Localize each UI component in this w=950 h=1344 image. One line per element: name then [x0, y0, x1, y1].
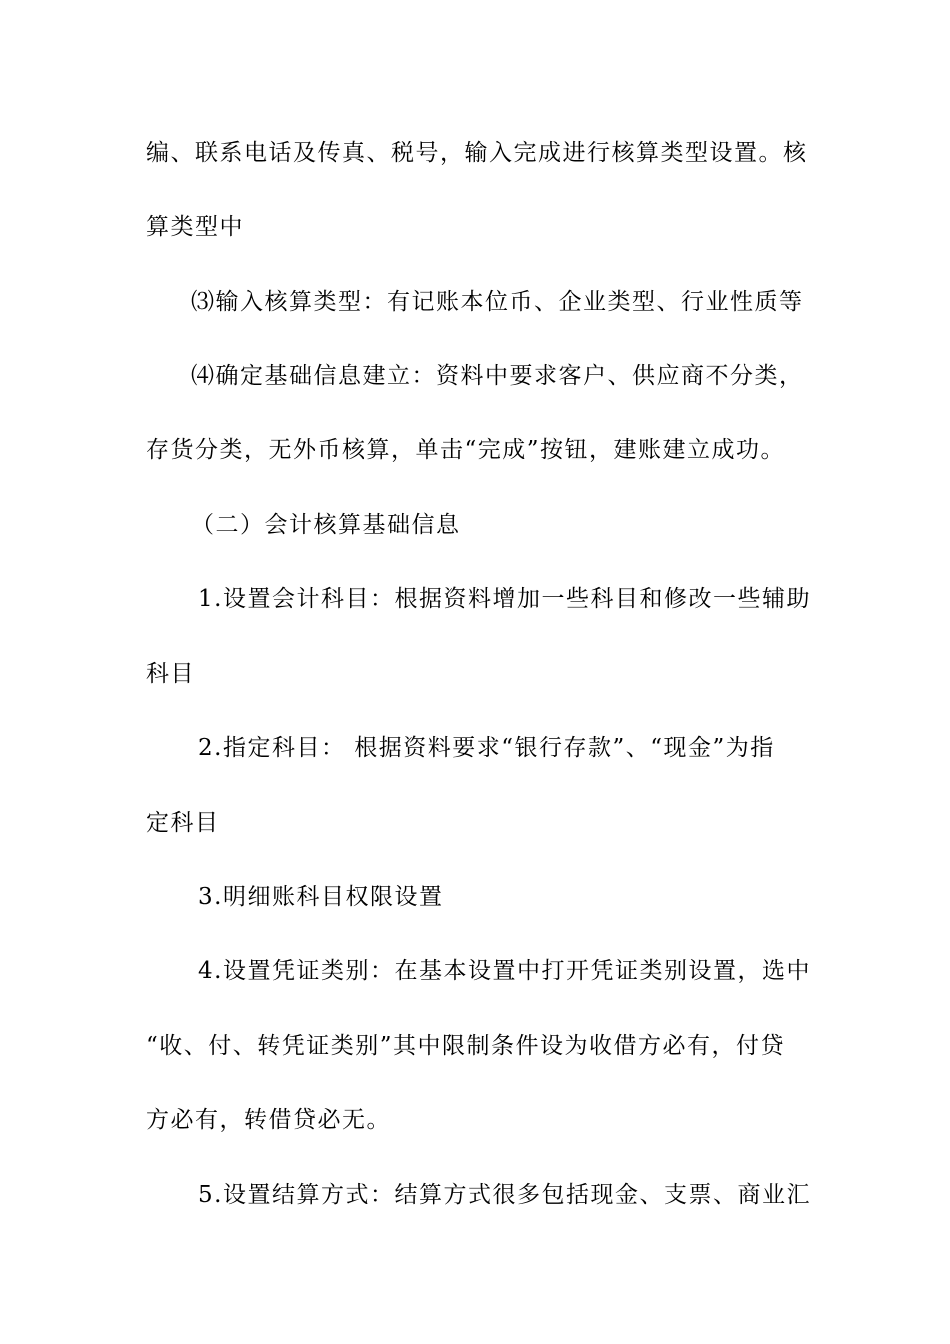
text-line-7: 1.设置会计科目：根据资料增加一些科目和修改一些辅助: [198, 586, 811, 612]
text-line-12: 4.设置凭证类别：在基本设置中打开凭证类别设置，选中: [198, 958, 811, 984]
text-line-10: 定科目: [146, 810, 220, 836]
text-line-15: 5.设置结算方式：结算方式很多包括现金、支票、商业汇: [198, 1182, 811, 1208]
text-line-9: 2.指定科目： 根据资料要求“银行存款”、“现金”为指: [198, 735, 775, 761]
text-line-4: ⑷确定基础信息建立：资料中要求客户、供应商不分类，: [191, 363, 804, 389]
text-line-11: 3.明细账科目权限设置: [198, 884, 444, 910]
text-line-13: “收、付、转凭证类别”其中限制条件设为收借方必有，付贷: [146, 1033, 786, 1059]
text-line-8: 科目: [146, 661, 195, 687]
text-line-14: 方必有，转借贷必无。: [146, 1107, 391, 1133]
text-line-5: 存货分类，无外币核算，单击“完成”按钮，建账建立成功。: [146, 437, 786, 463]
section-heading: （二）会计核算基础信息: [191, 512, 461, 538]
text-line-3: ⑶输入核算类型：有记账本位币、企业类型、行业性质等: [191, 289, 804, 315]
text-line-1: 编、联系电话及传真、税号，输入完成进行核算类型设置。核: [146, 140, 808, 166]
text-line-2: 算类型中: [146, 214, 244, 240]
